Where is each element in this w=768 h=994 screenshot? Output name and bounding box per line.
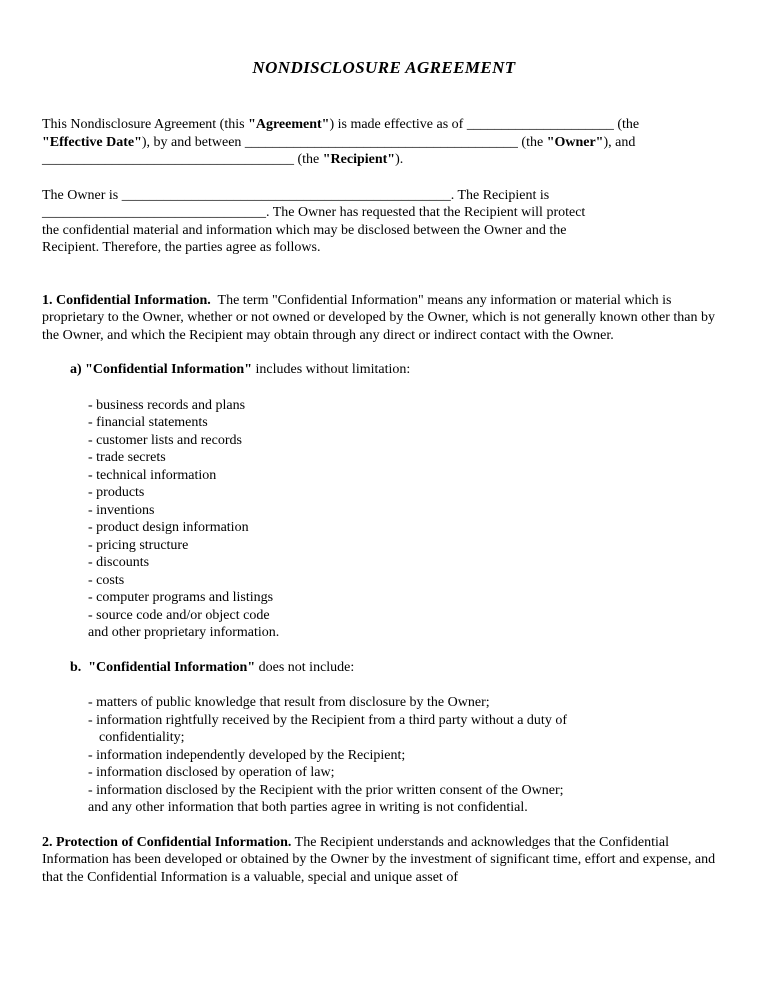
blank-field-effective-date: _____________________ <box>466 117 614 132</box>
clause-b-heading: b. "Confidential Information" <box>70 659 256 675</box>
doc-line <box>42 151 726 169</box>
defined-term-effective-date: "Effective Date" <box>42 134 142 150</box>
defined-term-recipient: "Recipient" <box>322 152 396 167</box>
parties-paragraph <box>42 187 726 257</box>
list-item: - costs <box>88 572 125 588</box>
text-segment: . The Owner has requested that the Recipient will protect <box>266 205 586 220</box>
list-item: - information rightfully received by the Recipient from a third party without a duty of <box>88 712 567 728</box>
section-1-paragraph <box>42 292 726 345</box>
list-item: - computer programs and listings <box>88 590 274 605</box>
list-footer: and other proprietary information. <box>88 625 280 640</box>
blank-field-recipient-description: ________________________________ <box>42 205 266 220</box>
list-footer: and any other information that both parties agree in writing is not confidential. <box>88 800 528 815</box>
section-2-heading: 2. Protection of Confidential Information. <box>42 834 292 850</box>
doc-line <box>42 239 726 257</box>
list-item-continuation: confidentiality; <box>99 730 185 745</box>
defined-term-agreement: "Agreement" <box>248 117 330 132</box>
doc-line <box>42 134 726 152</box>
text-segment: (the <box>613 117 640 132</box>
defined-term-owner: "Owner" <box>546 134 604 150</box>
exclusions-list <box>88 694 726 817</box>
blank-field-owner-description: _______________________________________________ <box>121 187 451 203</box>
text-segment: the confidential material and information which may be disclosed between the Owner and the <box>42 222 567 238</box>
document-title: NONDISCLOSURE AGREEMENT <box>252 58 516 77</box>
text-segment: does not include: <box>255 659 355 675</box>
list-item: - matters of public knowledge that result from disclosure by the Owner; <box>88 695 490 710</box>
list-item: - inventions <box>88 502 155 518</box>
list-item: - business records and plans <box>88 397 246 413</box>
section-2-paragraph <box>42 834 726 887</box>
text-segment: ). <box>395 152 404 167</box>
text-segment: ) is made effective as of <box>329 117 467 132</box>
text-segment: The Recipient understands and acknowledges that the Confidential Information has been developed or obtained by the Owner by the investment of significant time, effort and expense, and that the Confidential Information is a valuable, special and unique asset of <box>42 834 719 885</box>
confidential-information-list <box>88 397 726 642</box>
doc-line <box>42 222 726 240</box>
text-segment: ), by and between <box>141 134 245 150</box>
list-item: - source code and/or object code <box>88 607 270 623</box>
list-item: - information disclosed by the Recipient with the prior written consent of the Owner; <box>88 782 564 798</box>
clause-a-heading-line <box>70 361 726 379</box>
text-segment: Recipient. Therefore, the parties agree as follows. <box>42 240 321 255</box>
list-item: - pricing structure <box>88 537 189 553</box>
list-item: - information disclosed by operation of law; <box>88 765 335 780</box>
section-1-heading: 1. Confidential Information. <box>42 292 211 308</box>
text-segment: ), and <box>603 134 636 150</box>
doc-line <box>42 187 726 205</box>
list-item: - product design information <box>88 520 249 535</box>
list-item: - discounts <box>88 555 150 570</box>
blank-field-recipient-name: ____________________________________ <box>42 152 294 167</box>
list-item: - financial statements <box>88 415 208 430</box>
intro-paragraph <box>42 116 726 169</box>
doc-line <box>42 116 726 134</box>
text-segment: includes without limitation: <box>252 362 411 377</box>
list-item: - products <box>88 485 145 500</box>
text-segment: (the <box>517 134 547 150</box>
doc-line <box>42 204 726 222</box>
text-segment: The Owner is <box>42 187 122 203</box>
text-segment: The term "Confidential Information" means any information or material which is proprietary to the Owner, whether or not owned or developed by the Owner, which is not generally known other than by the Owner, and which the Recipient may obtain through any direct or indirect contact with the Owner. <box>42 292 719 343</box>
blank-field-owner-name: _______________________________________ <box>244 134 518 150</box>
text-segment: . The Recipient is <box>450 187 550 203</box>
list-item: - technical information <box>88 467 217 483</box>
text-segment: This Nondisclosure Agreement (this <box>42 117 249 132</box>
list-item: - customer lists and records <box>88 432 242 448</box>
clause-a-heading: a) "Confidential Information" <box>70 362 252 377</box>
list-item: - trade secrets <box>88 450 166 465</box>
text-segment: (the <box>294 152 323 167</box>
list-item: - information independently developed by the Recipient; <box>88 747 406 763</box>
clause-b-heading-line <box>70 659 726 677</box>
